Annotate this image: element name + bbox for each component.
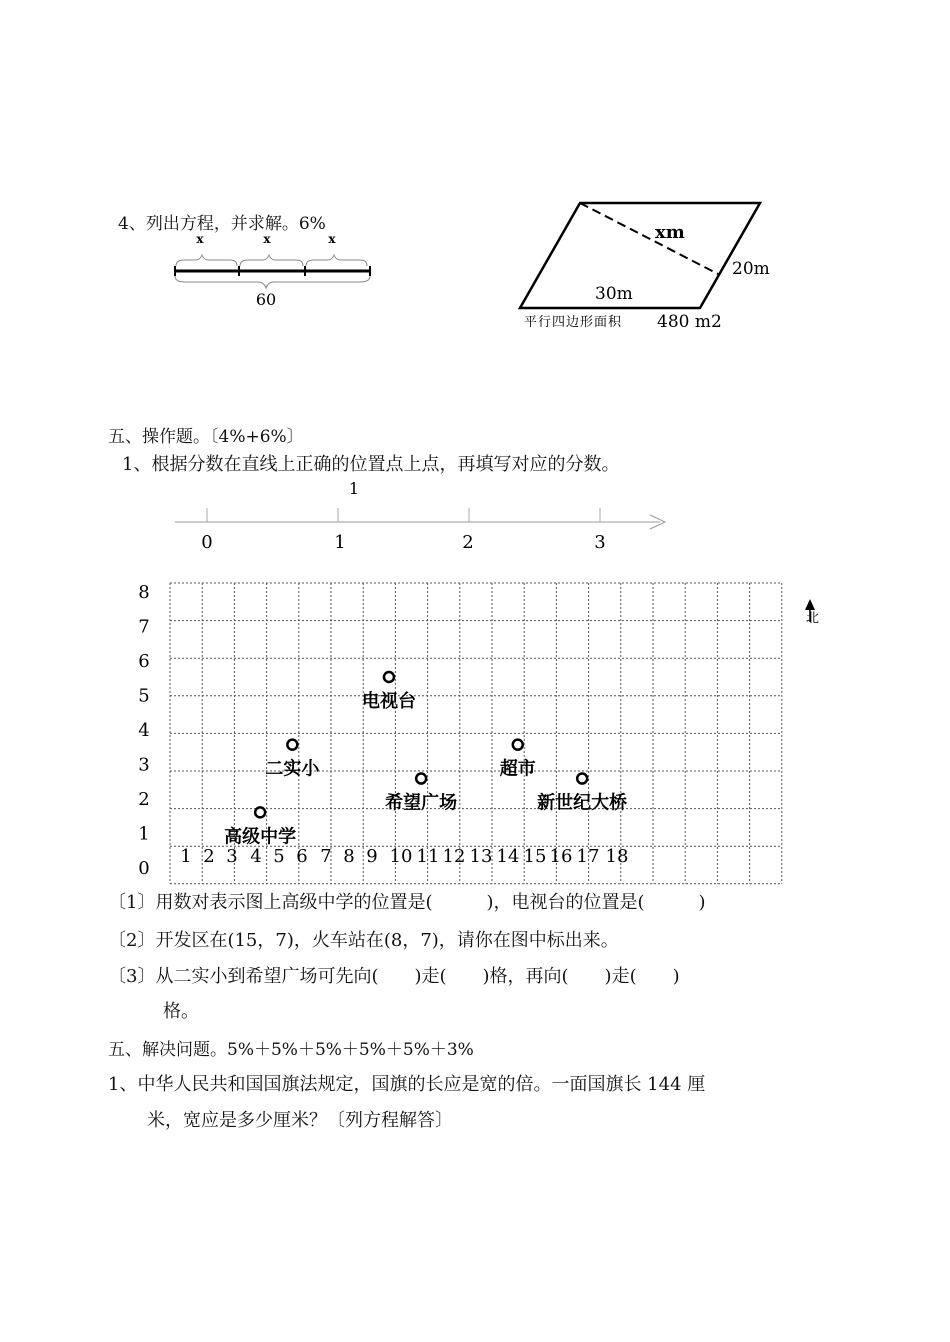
subquestion-3: 〔3〕从二实小到希望广场可先向( )走( )格，再向( )走( ) — [108, 966, 680, 987]
x-axis-label: 6 — [296, 846, 308, 867]
x-axis-label: 2 — [203, 846, 215, 867]
place-label: 电视台 — [361, 691, 416, 712]
x-axis-label: 10 — [389, 846, 413, 867]
x-axis-label: 9 — [366, 846, 378, 867]
top-brace — [176, 255, 237, 266]
diag-label: xm — [655, 222, 685, 243]
base-label: 30m — [595, 284, 633, 304]
place-marker — [287, 740, 297, 750]
x-axis-label: 16 — [549, 846, 573, 867]
x-axis-label: 4 — [250, 846, 262, 867]
parallelogram-figure — [510, 195, 810, 335]
y-axis-label: 8 — [138, 582, 150, 603]
x-axis-label: 3 — [226, 846, 238, 867]
place-marker — [255, 807, 265, 817]
number-line-top-label: 1 — [348, 479, 360, 498]
x-axis-label: 13 — [469, 846, 493, 867]
total-label: 60 — [255, 290, 277, 309]
number-line-tick-label: 1 — [334, 532, 346, 553]
section-5-q1: 1、根据分数在直线上正确的位置点上点，再填写对应的分数。 — [122, 454, 620, 475]
x-axis-label: 14 — [496, 846, 520, 867]
y-axis-label: 6 — [138, 651, 150, 672]
top-brace — [306, 255, 367, 266]
section-6-q1-line2: 米，宽应是多少厘米？〔列方程解答〕 — [147, 1110, 453, 1131]
x-axis-label: 11 — [416, 846, 440, 867]
y-axis-label: 2 — [138, 789, 150, 810]
segment-label: x — [263, 232, 271, 246]
segment-label: x — [196, 232, 204, 246]
place-marker — [513, 740, 523, 750]
side-label: 20m — [732, 259, 770, 279]
subquestion-3-cont: 格。 — [163, 1001, 199, 1022]
x-axis-label: 17 — [576, 846, 600, 867]
place-label: 超市 — [499, 758, 536, 780]
caption-cn: 平行四边形面积 — [524, 315, 623, 330]
section-6-q1-line1: 1、中华人民共和国国旗法规定，国旗的长应是宽的倍。一面国旗长 144 厘 — [108, 1074, 706, 1095]
problem-4-title: 4、列出方程，并求解。6% — [118, 214, 326, 234]
x-axis-label: 1 — [180, 846, 192, 867]
x-axis-label: 5 — [273, 846, 285, 867]
y-axis-label: 3 — [138, 754, 150, 776]
caption-value: 480 m2 — [657, 312, 722, 332]
segment-label: x — [328, 232, 336, 246]
section-5-title: 五、操作题。〔4%+6%〕 — [108, 427, 304, 447]
y-axis-label: 4 — [138, 720, 150, 741]
number-line-tick-label: 3 — [594, 532, 606, 553]
place-label: 新世纪大桥 — [537, 792, 628, 814]
y-axis-label: 1 — [138, 823, 150, 845]
x-axis-label: 12 — [442, 846, 466, 867]
x-axis-label: 15 — [523, 846, 547, 867]
place-label: 希望广场 — [385, 792, 458, 814]
number-line-tick-label: 0 — [201, 532, 213, 553]
grid-places — [224, 672, 627, 847]
x-axis-label: 7 — [320, 846, 332, 867]
y-axis-label: 5 — [138, 685, 150, 707]
bottom-brace — [175, 276, 370, 288]
north-indicator — [805, 599, 819, 626]
place-marker — [384, 672, 394, 682]
segment-diagram — [170, 228, 390, 308]
top-brace — [240, 255, 303, 266]
place-label: 高级中学 — [224, 826, 297, 848]
parallelogram-shape — [520, 203, 760, 308]
x-axis-label: 18 — [605, 846, 629, 867]
subquestion-1: 〔1〕用数对表示图上高级中学的位置是( )，电视台的位置是( ) — [108, 892, 706, 913]
place-marker — [416, 774, 426, 784]
y-axis-label: 7 — [138, 616, 150, 638]
place-label: 二实小 — [265, 758, 320, 780]
north-label: 北 — [806, 611, 820, 626]
y-axis-label: 0 — [138, 858, 150, 879]
place-marker — [577, 774, 587, 784]
number-line-tick-label: 2 — [462, 532, 474, 553]
subquestion-2: 〔2〕开发区在(15，7)，火车站在(8，7)，请你在图中标出来。 — [108, 930, 619, 951]
y-axis-labels — [138, 582, 149, 879]
coordinate-grid — [130, 575, 830, 895]
number-line — [170, 478, 690, 558]
diagonal-dashed — [580, 203, 720, 275]
section-6-title: 五、解决问题。5%＋5%＋5%＋5%＋5%＋3% — [108, 1040, 474, 1060]
x-axis-labels — [180, 846, 628, 867]
x-axis-label: 8 — [343, 846, 355, 867]
